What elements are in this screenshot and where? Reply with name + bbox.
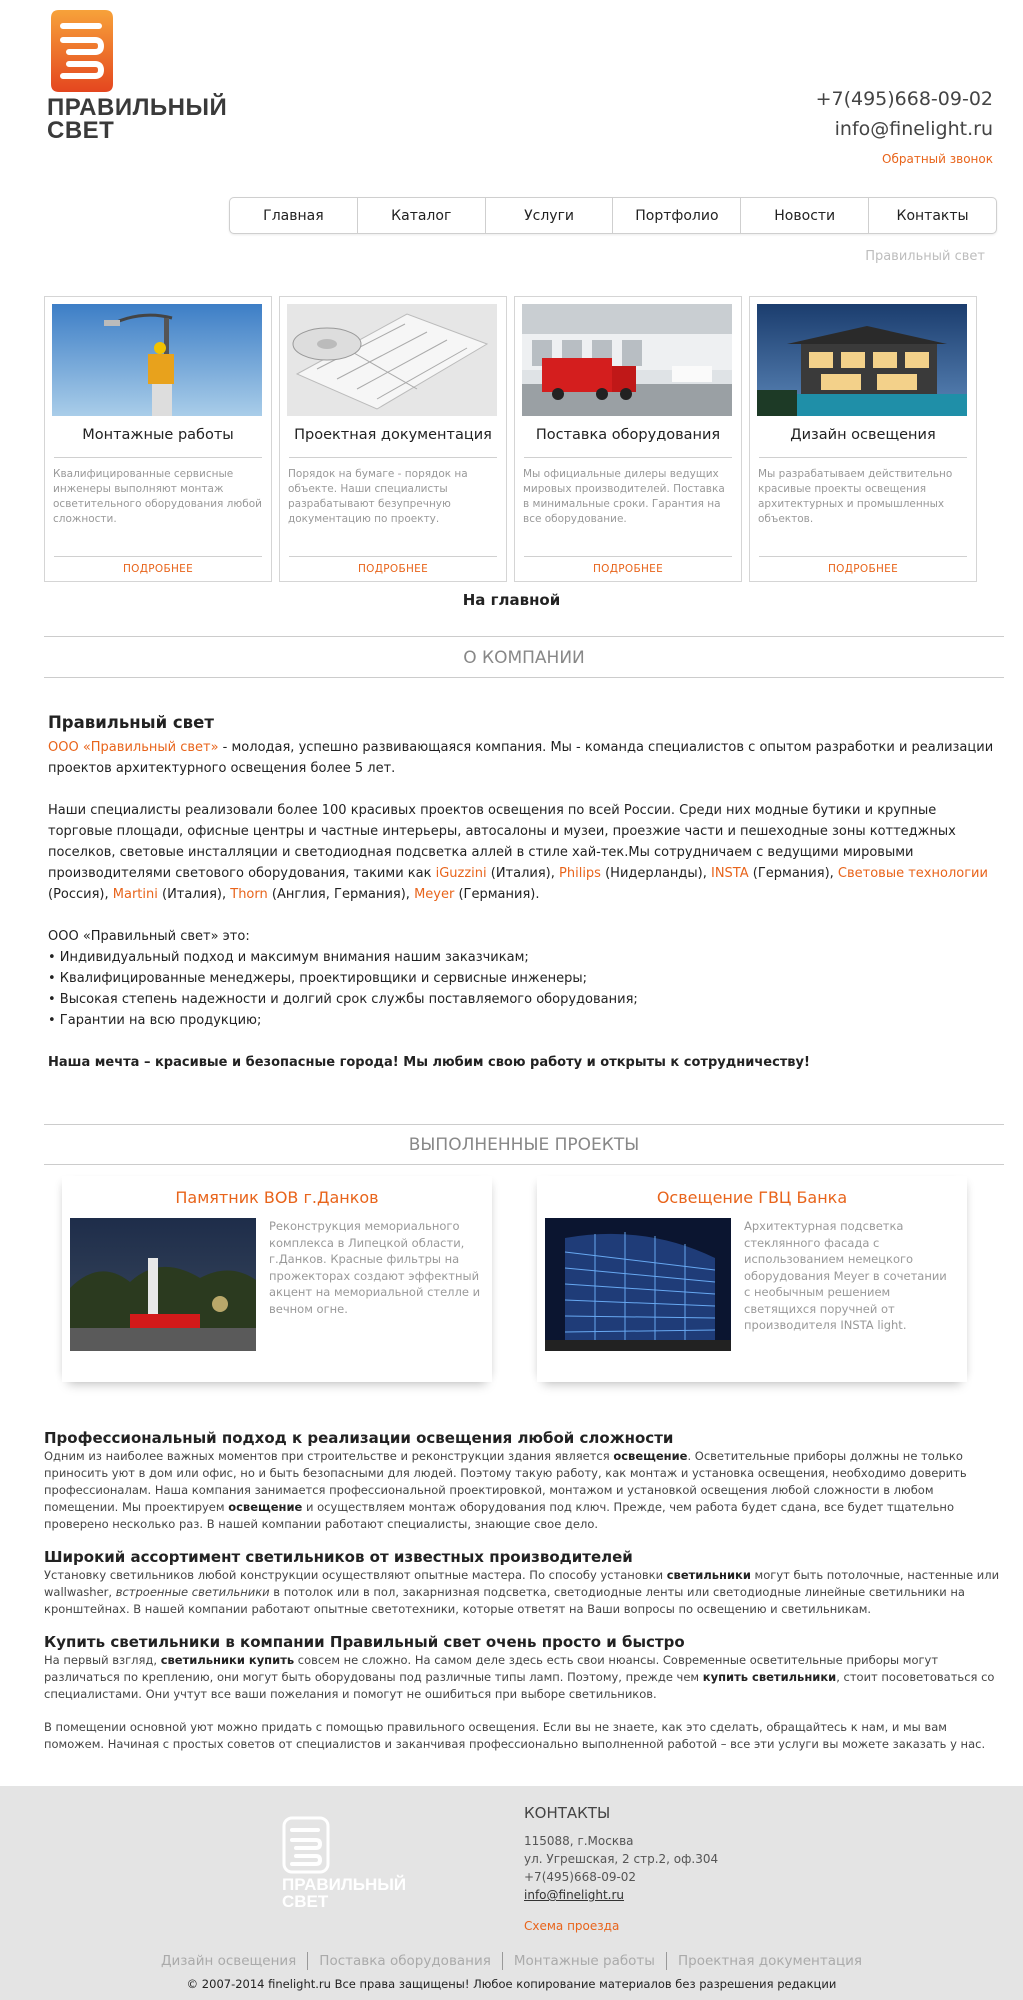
projects-list	[62, 1176, 967, 1382]
documentation-photo[interactable]	[287, 304, 497, 416]
project-title[interactable]: Памятник ВОВ г.Данков	[175, 1188, 379, 1207]
service-more-link[interactable]: ПОДРОБНЕЕ	[524, 556, 732, 575]
projects-section-title: ВЫПОЛНЕННЫЕ ПРОЕКТЫ	[408, 1135, 640, 1155]
service-text: Мы разрабатываем действительно красивые проекты освещения архитектурных и промышленных объектов.	[758, 468, 953, 525]
callback-link[interactable]: Обратный звонок	[882, 152, 993, 166]
service-text: Мы официальные дилеры ведущих мировых производителей. Поставка в минимальные сроки. Гарантия на все оборудование.	[523, 468, 725, 525]
service-more-link[interactable]: ПОДРОБНЕЕ	[289, 556, 497, 575]
about-section	[48, 712, 998, 1094]
main-nav	[229, 197, 997, 234]
section-divider	[44, 677, 1004, 678]
list-item: • Высокая степень надежности и долгий срок службы поставляемого оборудования;	[48, 992, 638, 1007]
project-title[interactable]: Освещение ГВЦ Банка	[656, 1188, 848, 1207]
footer-logo-text: ПРАВИЛЬНЫЙ СВЕТ	[282, 1875, 407, 1911]
nav-item-portfolio[interactable]: Портфолио	[613, 198, 741, 233]
about-list: ООО «Правильный свет» это: • Индивидуальный подход и максимум внимания нашим заказчикам; • Квалифицированные менеджеры, проектировщики и сервисные инженеры; • Высокая степень надежности и долгий срок службы поставляемого оборудования; • Гарантии на всю продукцию;	[48, 929, 638, 1028]
service-card-design	[749, 296, 977, 582]
about-partners: Наши специалисты реализовали более 100 красивых проектов освещения по всей России. Среди них модные бутики и крупные торговые площади, офисные центры и частные интерьеры, автосалоны и музеи, проезжие части и пешеходные зоны коттеджных поселков, световые инсталляции и светодиодная подсветка аллей в стиле хай-тек.Мы сотрудничаем с ведущими мировыми производителями светового оборудования, такими как iGuzzini (Италия), Philips (Нидерланды), INSTA (Германия), Световые технологии (Россия), Martini (Италия), Thorn (Англия, Германия), Meyer (Германия).	[48, 803, 988, 902]
design-photo[interactable]	[757, 304, 967, 416]
divider	[524, 457, 732, 458]
service-text: Квалифицированные сервисные инженеры выполняют монтаж осветительного оборудования любой сложности.	[53, 468, 262, 525]
footer	[0, 1786, 1023, 2000]
project-card-bank	[537, 1176, 967, 1382]
installation-photo[interactable]	[52, 304, 262, 416]
breadcrumb[interactable]: Правильный свет	[865, 249, 985, 264]
footer-address-city: 115088, г.Москва	[524, 1834, 634, 1848]
brand-link-iguzzini[interactable]: iGuzzini	[435, 866, 487, 881]
footer-map-link[interactable]: Схема проезда	[524, 1919, 620, 1933]
nav-item-home[interactable]: Главная	[230, 198, 358, 233]
project-card-dankov	[62, 1176, 492, 1382]
project-text: Реконструкция мемориального комплекса в Липецкой области, г.Данков. Красные фильтры на прожекторах создают эффектный акцент на мемориальной стелле и вечном огне.	[269, 1219, 481, 1316]
footer-email[interactable]: info@finelight.ru	[524, 1888, 625, 1902]
footer-links	[0, 1952, 1023, 1970]
service-card-delivery	[514, 296, 742, 582]
service-title[interactable]: Дизайн освещения	[790, 427, 936, 443]
service-card-installation	[44, 296, 272, 582]
brand-link-insta[interactable]: INSTA	[711, 866, 749, 881]
seo-paragraph-4: В помещении основной уют можно придать с помощью правильного освещения. Если вы не знаете, как это сделать, обращайтесь к нам, и мы вам поможем. Начиная с простых советов от специалистов и заканчивая профессионально выполненной работой – все эти услуги вы можете заказать у нас.	[44, 1720, 986, 1751]
list-item: • Индивидуальный подход и максимум внимания нашим заказчикам;	[48, 950, 529, 965]
home-label: На главной	[462, 591, 561, 609]
nav-item-news[interactable]: Новости	[741, 198, 869, 233]
divider	[289, 457, 497, 458]
service-more-link[interactable]: ПОДРОБНЕЕ	[54, 556, 262, 575]
footer-link-documentation[interactable]: Проектная документация	[677, 1953, 863, 1969]
about-section-title: О КОМПАНИИ	[463, 648, 585, 668]
footer-link-installation[interactable]: Монтажные работы	[503, 1952, 667, 1970]
project-text: Архитектурная подсветка стеклянного фасада с использованием немецкого оборудования Meyer в сочетании с необычным решением светящихся поручней от производителя INSTA light.	[744, 1219, 947, 1332]
service-title[interactable]: Монтажные работы	[82, 427, 234, 443]
brand-link-thorn[interactable]: Thorn	[230, 887, 268, 902]
seo-paragraph-2: Установку светильников любой конструкции осуществляют опытные мастера. По способу установки светильники могут быть потолочные, настенные или wallwasher, встроенные светильники в потолок или в пол, закарнизная подсветка, светодиодные ленты или светодиодные линейные светильники на кронштейнах. В нашей компании работают опытные светотехники, которые ответят на Ваши вопросы по освещению и светильникам.	[44, 1568, 1000, 1616]
dankov-memorial-photo[interactable]	[70, 1218, 256, 1351]
brand-link-meyer[interactable]: Meyer	[414, 887, 455, 902]
header-contacts	[816, 84, 993, 166]
nav-item-services[interactable]: Услуги	[486, 198, 614, 233]
nav-item-catalog[interactable]: Каталог	[358, 198, 486, 233]
brand-link-philips[interactable]: Philips	[559, 866, 601, 881]
footer-link-design[interactable]: Дизайн освещения	[150, 1952, 308, 1970]
about-heading: Правильный свет	[48, 713, 214, 732]
bank-building-photo[interactable]	[545, 1218, 731, 1351]
nav-item-contacts[interactable]: Контакты	[896, 207, 969, 224]
list-item: • Гарантии на всю продукцию;	[48, 1013, 262, 1028]
header-phone[interactable]: +7(495)668-09-02	[815, 88, 993, 110]
section-divider	[44, 1164, 1004, 1165]
delivery-photo[interactable]	[522, 304, 732, 416]
seo-text	[44, 1430, 1004, 1769]
service-title[interactable]: Проектная документация	[294, 427, 492, 443]
footer-logo-mark-icon	[282, 1816, 330, 1874]
footer-contacts	[524, 1804, 718, 1935]
section-divider	[44, 636, 1004, 637]
section-divider	[44, 1124, 1004, 1125]
brand-link-martini[interactable]: Martini	[112, 887, 158, 902]
copyright: © 2007-2014 finelight.ru Все права защищены! Любое копирование материалов без разрешения редакции	[186, 1977, 837, 1991]
divider	[54, 457, 262, 458]
brand-link-svetovye-tekhnologii[interactable]: Световые технологии	[837, 866, 988, 881]
service-more-link[interactable]: ПОДРОБНЕЕ	[759, 556, 967, 575]
footer-logo[interactable]	[282, 1816, 407, 1911]
list-item: • Квалифицированные менеджеры, проектировщики и сервисные инженеры;	[48, 971, 588, 986]
footer-contacts-heading: КОНТАКТЫ	[524, 1804, 611, 1822]
footer-phone[interactable]: +7(495)668-09-02	[524, 1870, 637, 1884]
service-text: Порядок на бумаге - порядок на объекте. Наши специалисты разрабатывают безупречную документацию по проекту.	[288, 468, 468, 525]
divider	[759, 457, 967, 458]
seo-heading-2: Широкий ассортимент светильников от известных производителей	[44, 1548, 633, 1566]
service-title[interactable]: Поставка оборудования	[535, 427, 721, 443]
service-card-documentation	[279, 296, 507, 582]
footer-link-delivery[interactable]: Поставка оборудования	[308, 1952, 503, 1970]
seo-heading-3: Купить светильники в компании Правильный свет очень просто и быстро	[44, 1633, 685, 1651]
logo-mark-icon	[49, 8, 115, 94]
seo-paragraph-3: На первый взгляд, светильники купить совсем не сложно. На самом деле здесь есть свои нюансы. Современные осветительные приборы могут различаться по креплению, они могут быть оборудованы под различные типы ламп. Поэтому, прежде чем купить светильники, стоит посоветоваться со специалистами. Они учтут все ваши пожелания и помогут не ошибиться при выборе светильников.	[44, 1653, 995, 1701]
about-intro: ООО «Правильный свет» - молодая, успешно развивающаяся компания. Мы - команда специалистов с опытом разработки и реализации проектов архитектурного освещения более 5 лет.	[48, 740, 994, 776]
company-link[interactable]: ООО «Правильный свет»	[48, 740, 219, 755]
seo-paragraph-1: Одним из наиболее важных моментов при строительстве и реконструкции здания является освещение. Осветительные приборы должны не только приносить уют в дом или офис, но и быть безопасными для людей. Поэтому такую работу, как монтаж и установка освещения, необходимо доверить профессионалам. Наша компания занимается профессиональной проектировкой, монтажом и установкой освещения любой сложности в любом помещении. Мы проектируем освещение и осуществляем монтаж оборудования под ключ. Прежде, чем работа будет сдана, все будет тщательно проверено несколько раз. В нашей компании работают специалисты, знающие свое дело.	[44, 1449, 967, 1531]
seo-heading-1: Профессиональный подход к реализации освещения любой сложности	[44, 1429, 674, 1447]
service-cards	[44, 296, 979, 582]
about-dream: Наша мечта – красивые и безопасные города! Мы любим свою работу и открыты к сотрудничеству!	[48, 1055, 810, 1070]
footer-address-street: ул. Угрешская, 2 стр.2, оф.304	[524, 1852, 719, 1866]
header-email[interactable]: info@finelight.ru	[834, 118, 993, 140]
logo-text: ПРАВИЛЬНЫЙ СВЕТ	[47, 94, 228, 144]
